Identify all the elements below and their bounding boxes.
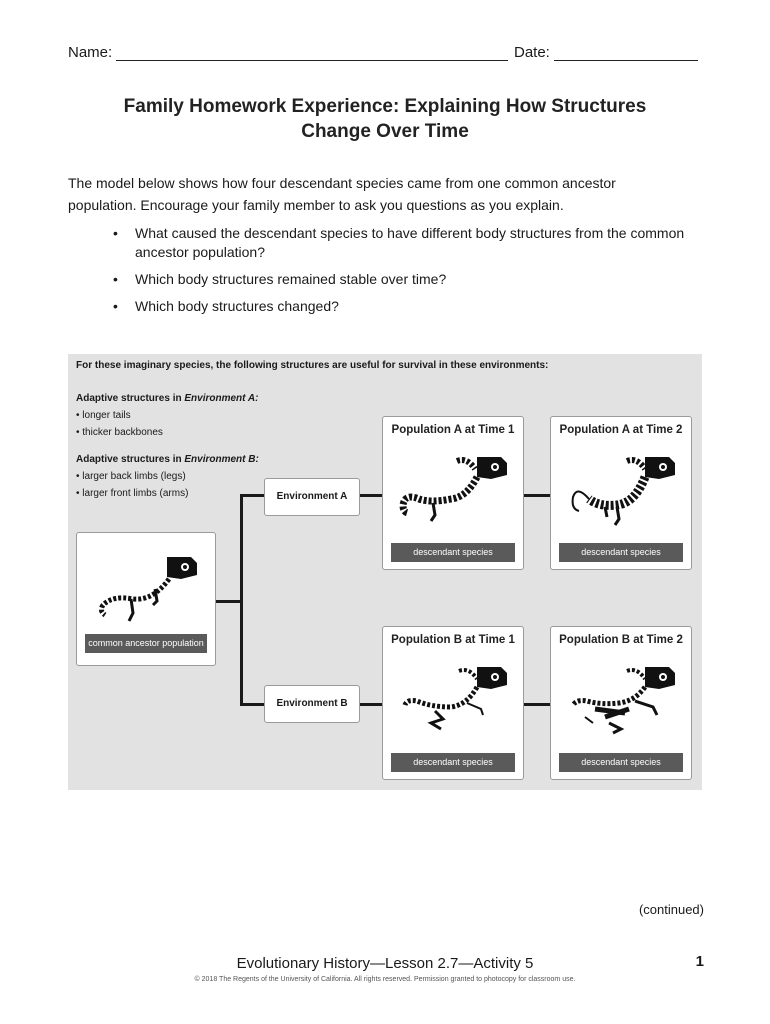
population-card-title: Population A at Time 1	[391, 424, 515, 436]
descendant-label: descendant species	[559, 543, 683, 562]
name-label: Name:	[68, 44, 113, 61]
date-label: Date:	[514, 44, 550, 61]
intro-line-1: The model below shows how four descendant species came from one common ancestor	[68, 175, 616, 191]
connector-line	[358, 703, 382, 706]
question-list	[113, 224, 703, 324]
question-item	[113, 270, 703, 289]
question-item	[113, 224, 703, 262]
question-text: Which body structures remained stable over time?	[135, 271, 447, 287]
descendant-label: descendant species	[391, 543, 515, 562]
question-text: Which body structures changed?	[135, 298, 339, 314]
descendant-label: descendant species	[391, 753, 515, 772]
connector-line	[240, 703, 264, 706]
name-field-line[interactable]	[116, 60, 508, 61]
population-card	[550, 626, 692, 780]
env-b-adaptations	[76, 451, 259, 502]
title-line-2: Change Over Time	[301, 121, 469, 142]
env-a-adaptations	[76, 390, 258, 441]
evolution-model-figure	[68, 354, 702, 790]
env-b-adaptations-title: Adaptive structures in Environment B:	[76, 454, 259, 465]
ancestor-skeleton-icon	[95, 549, 203, 625]
population-card-title: Population B at Time 1	[391, 634, 515, 646]
ancestor-label: common ancestor population	[85, 634, 207, 653]
skeleton-icon	[397, 447, 509, 529]
intro-paragraph	[68, 172, 708, 216]
ancestor-card	[76, 532, 216, 666]
skeleton-icon	[565, 447, 677, 529]
population-card-title: Population A at Time 2	[559, 424, 683, 436]
copyright-notice: © 2018 The Regents of the University of California. All rights reserved. Permission granted to photocopy for classroom use.	[194, 976, 576, 983]
environment-a-box: Environment A	[264, 478, 360, 516]
bullet: •	[113, 271, 118, 287]
connector-line	[522, 703, 550, 706]
connector-line	[240, 494, 264, 497]
question-text: What caused the descendant species to have different body structures from the common ancestor population?	[135, 225, 685, 260]
connector-line	[240, 494, 243, 705]
figure-heading: For these imaginary species, the following structures are useful for survival in these environments:	[76, 360, 549, 371]
bullet: •	[113, 298, 118, 314]
population-card	[382, 416, 524, 570]
page-title	[60, 94, 710, 144]
bullet: •	[113, 225, 118, 241]
population-card-title: Population B at Time 2	[559, 634, 683, 646]
skeleton-icon	[565, 657, 677, 739]
question-item	[113, 297, 703, 316]
name-date-row	[68, 44, 698, 64]
page-number: 1	[695, 953, 704, 970]
env-b-item: • larger front limbs (arms)	[76, 488, 189, 499]
environment-b-box: Environment B	[264, 685, 360, 723]
connector-line	[522, 494, 550, 497]
descendant-label: descendant species	[559, 753, 683, 772]
env-b-item: • larger back limbs (legs)	[76, 471, 186, 482]
population-card	[550, 416, 692, 570]
title-line-1: Family Homework Experience: Explaining How Structures	[123, 96, 647, 117]
intro-line-2: population. Encourage your family member to ask you questions as you explain.	[68, 197, 564, 213]
population-card	[382, 626, 524, 780]
date-field-line[interactable]	[554, 60, 698, 61]
footer-title: Evolutionary History—Lesson 2.7—Activity 5	[236, 955, 534, 972]
connector-line	[358, 494, 382, 497]
env-a-item: • thicker backbones	[76, 427, 163, 438]
connector-line	[214, 600, 242, 603]
skeleton-icon	[397, 657, 509, 739]
env-a-item: • longer tails	[76, 410, 131, 421]
continued-note: (continued)	[638, 902, 704, 917]
env-a-adaptations-title: Adaptive structures in Environment A:	[76, 393, 259, 404]
